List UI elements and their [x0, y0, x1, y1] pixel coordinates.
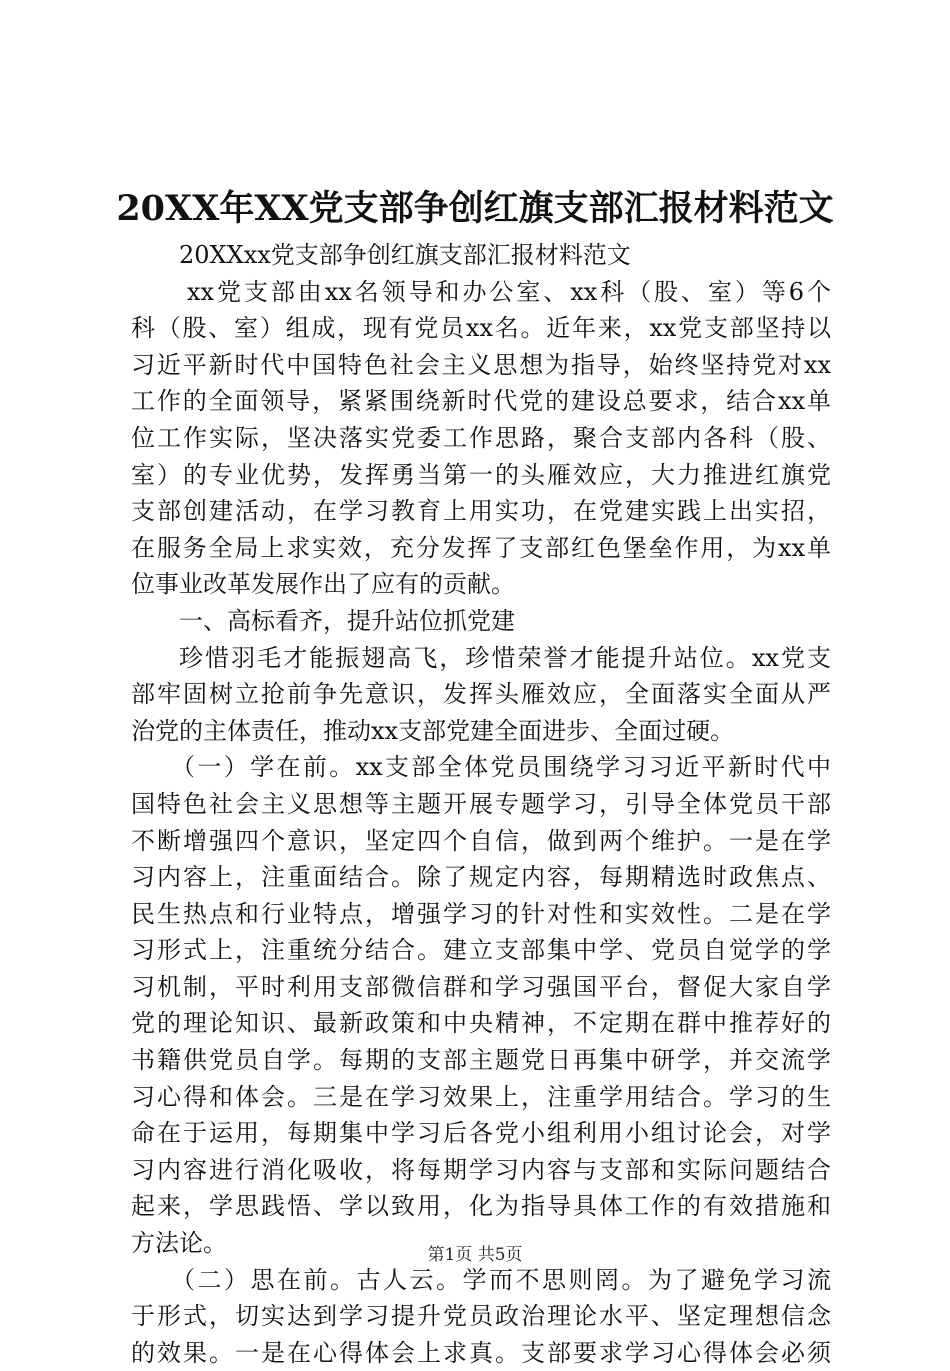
paragraph-line: 习心得和体会。三是在学习效果上，注重学用结合。学习的生 — [131, 1082, 831, 1111]
paragraph-line: 习机制，平时利用支部微信群和学习强国平台，督促大家自学 — [131, 972, 831, 1001]
paragraph-line: 书籍供党员自学。每期的支部主题党日再集中研学，并交流学 — [131, 1046, 831, 1075]
paragraph-line: 命在于运用，每期集中学习后各党小组利用小组讨论会，对学 — [131, 1119, 831, 1148]
paragraph-line: （一）学在前。xx支部全体党员围绕学习习近平新时代中 — [171, 753, 831, 782]
section-heading: 一、高标看齐，提升站位抓党建 — [179, 606, 515, 635]
paragraph-line: 方法论。 — [131, 1229, 227, 1258]
paragraph-line: 起来，学思践悟、学以致用，化为指导具体工作的有效措施和 — [131, 1192, 831, 1221]
page-footer: 第1页 共5页 — [427, 1245, 523, 1265]
paragraph-line: 科（股、室）组成，现有党员xx名。近年来，xx党支部坚持以 — [131, 314, 831, 343]
paragraph-line: 工作的全面领导，紧紧围绕新时代党的建设总要求，结合xx单 — [131, 387, 831, 416]
paragraph-line: 党的理论知识、最新政策和中央精神，不定期在群中推荐好的 — [131, 1009, 831, 1038]
paragraph-line: 于形式，切实达到学习提升党员政治理论水平、坚定理想信念 — [131, 1302, 831, 1331]
paragraph-line: 治党的主体责任，推动xx支部党建全面进步、全面过硬。 — [131, 716, 735, 745]
subtitle-line: 20XXxx党支部争创红旗支部汇报材料范文 — [179, 241, 631, 269]
paragraph-line: 习内容上，注重面结合。除了规定内容，每期精选时政焦点、 — [131, 863, 831, 892]
document-body — [131, 237, 831, 1371]
document-title: 20XX年XX党支部争创红旗支部汇报材料范文 — [116, 188, 834, 229]
paragraph-line: xx党支部由xx名领导和办公室、xx科（股、室）等6个 — [187, 277, 831, 306]
paragraph-line: 习形式上，注重统分结合。建立支部集中学、党员自觉学的学 — [131, 936, 831, 965]
paragraph-line: 位工作实际，坚决落实党委工作思路，聚合支部内各科（股、 — [131, 423, 831, 452]
paragraph-line: 不断增强四个意识，坚定四个自信，做到两个维护。一是在学 — [131, 826, 831, 855]
paragraph-line: 在服务全局上求实效，充分发挥了支部红色堡垒作用，为xx单 — [131, 533, 831, 562]
paragraph-line: 的效果。一是在心得体会上求真。支部要求学习心得体会必须 — [131, 1338, 831, 1367]
paragraph-line: 国特色社会主义思想等主题开展专题学习，引导全体党员干部 — [131, 789, 831, 818]
paragraph-line: 支部创建活动，在学习教育上用实功，在党建实践上出实招， — [131, 497, 831, 526]
paragraph-line: 珍惜羽毛才能振翅高飞，珍惜荣誉才能提升站位。xx党支 — [179, 643, 831, 672]
paragraph-line: 部牢固树立抢前争先意识，发挥头雁效应，全面落实全面从严 — [131, 680, 831, 709]
paragraph-line: 民生热点和行业特点，增强学习的针对性和实效性。二是在学 — [131, 899, 831, 928]
paragraph-line: 室）的专业优势，发挥勇当第一的头雁效应，大力推进红旗党 — [131, 460, 831, 489]
paragraph-line: （二）思在前。古人云。学而不思则罔。为了避免学习流 — [171, 1265, 831, 1294]
paragraph-line: 习近平新时代中国特色社会主义思想为指导，始终坚持党对xx — [131, 350, 831, 379]
paragraph-line: 习内容进行消化吸收，将每期学习内容与支部和实际问题结合 — [131, 1155, 831, 1184]
paragraph-line: 位事业改革发展作出了应有的贡献。 — [131, 570, 515, 599]
